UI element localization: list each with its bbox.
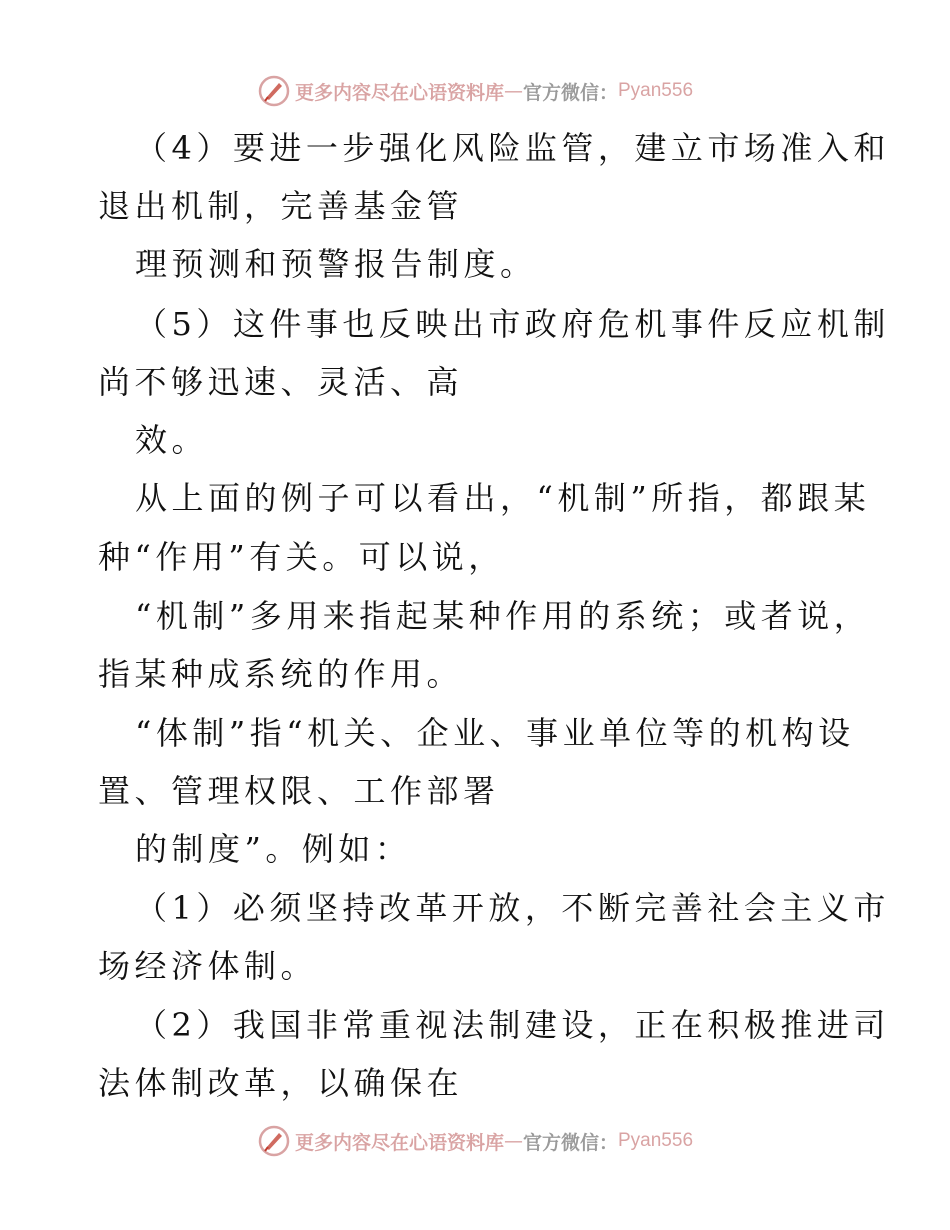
header-watermark [0, 74, 950, 108]
footer-watermark [0, 1124, 950, 1158]
text-line: “机制”多用来指起某种作用的系统；或者说， [135, 597, 871, 635]
watermark-dash: — [503, 80, 523, 102]
text-line: 尚不够迅速、灵活、高 [98, 363, 464, 401]
text-line: 的制度”。例如： [135, 830, 412, 868]
text-line: 退出机制，完善基金管 [98, 187, 464, 225]
text-line: 法体制改革，以确保在 [98, 1064, 464, 1102]
text-line: 种“作用”有关。可以说， [98, 538, 505, 576]
text-line: 理预测和预警报告制度。 [135, 245, 537, 283]
watermark-official-label: 官方微信： [522, 81, 618, 104]
watermark-main-text: 更多内容尽在心语资料库 [294, 81, 504, 104]
text-line: 场经济体制。 [98, 947, 318, 985]
text-line: 指某种成系统的作用。 [98, 655, 464, 693]
watermark-official-label: 官方微信： [522, 1131, 618, 1154]
text-line: 从上面的例子可以看出，“机制”所指，都跟某 [135, 479, 871, 517]
watermark-main-text: 更多内容尽在心语资料库 [294, 1131, 504, 1154]
text-line: （1）必须坚持改革开放，不断完善社会主义市 [135, 889, 890, 927]
quill-logo-icon [257, 74, 291, 108]
text-line: 效。 [135, 421, 209, 459]
watermark-dash: — [503, 1130, 523, 1152]
text-line: （5）这件事也反映出市政府危机事件反应机制 [135, 305, 890, 343]
quill-logo-icon [257, 1124, 291, 1158]
text-line: （2）我国非常重视法制建设，正在积极推进司 [135, 1006, 890, 1044]
watermark-wechat-id: Pyan556 [618, 1130, 694, 1151]
text-line: “体制”指“机关、企业、事业单位等的机构设 [135, 714, 855, 752]
text-line: 置、管理权限、工作部署 [98, 772, 500, 810]
text-line: （4）要进一步强化风险监管，建立市场准入和 [135, 129, 890, 167]
watermark-wechat-id: Pyan556 [618, 80, 694, 101]
